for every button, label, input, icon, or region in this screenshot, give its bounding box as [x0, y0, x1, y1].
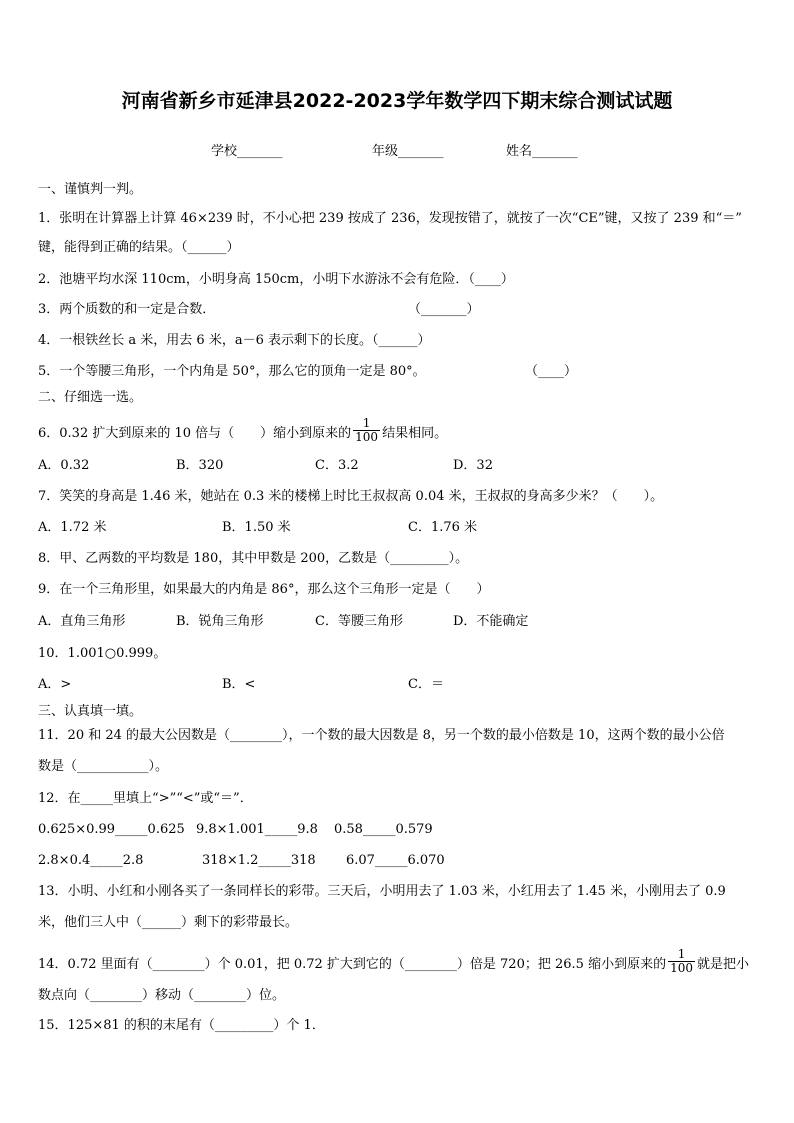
fraction-numerator: 1 — [353, 417, 380, 431]
fraction-one-hundredth — [668, 948, 695, 975]
q12-item-3: 0.58_____0.579 — [334, 822, 433, 837]
fraction-denominator: 100 — [670, 961, 693, 975]
q12-item-6: 6.07_____6.070 — [346, 853, 445, 868]
question-9: 9．在一个三角形里，如果最大的内角是 86°，那么这个三角形一定是（ ） — [38, 582, 490, 597]
q10-option-a: A．> — [38, 677, 72, 692]
school-field: 学校_______ — [211, 144, 283, 159]
q9-option-d: D．不能确定 — [453, 614, 529, 629]
fraction-one-hundredth — [353, 417, 380, 444]
section-heading-1: 一、谨慎判一判。 — [38, 182, 143, 197]
question-1-line-1: 1．张明在计算器上计算 46×239 时，不小心把 239 按成了 236，发现按错了，就按了一次“CE”键，又按了 239 和“＝” — [38, 211, 742, 226]
question-6-text-a: 6．0.32 扩大到原来的 10 倍与（ ）缩小到原来的 — [38, 426, 352, 441]
question-4: 4．一根铁丝长 a 米，用去 6 米，a－6 表示剩下的长度。（______） — [38, 333, 431, 348]
question-6 — [38, 416, 448, 447]
grade-field: 年级_______ — [372, 144, 444, 159]
question-10: 10．1.001○0.999。 — [38, 646, 167, 661]
question-3: 3．两个质数的和一定是合数． — [38, 302, 216, 317]
name-field: 姓名_______ — [506, 144, 578, 159]
question-14-text-b: 就是把小 — [696, 957, 749, 972]
fraction-denominator: 100 — [355, 430, 379, 444]
question-3-blank: （_______） — [408, 302, 480, 317]
page-title: 河南省新乡市延津县2022-2023学年数学四下期末综合测试试题 — [121, 90, 673, 112]
section-heading-2: 二、仔细选一选。 — [38, 390, 143, 405]
question-12: 12．在_____里填上“>”“<”或“＝”． — [38, 791, 253, 806]
q12-item-1: 0.625×0.99_____0.625 — [38, 822, 185, 837]
question-11-line-2: 数是（___________）。 — [38, 759, 169, 774]
q10-option-c: C．＝ — [408, 677, 444, 692]
q7-option-b: B．1.50 米 — [222, 520, 291, 535]
question-14-line-2: 数点向（________）移动（________）位。 — [38, 988, 286, 1003]
q12-item-4: 2.8×0.4_____2.8 — [38, 853, 144, 868]
q7-option-c: C．1.76 米 — [408, 520, 478, 535]
question-15: 15．125×81 的积的末尾有（_________）个 1． — [38, 1018, 325, 1033]
q9-option-c: C．等腰三角形 — [315, 614, 403, 629]
question-7: 7．笑笑的身高是 1.46 米，她站在 0.3 米的楼梯上时比王叔叔高 0.04 米，王叔叔的身高多少米？（ ）。 — [38, 489, 664, 504]
q6-option-d: D．32 — [453, 458, 493, 473]
q12-item-5: 318×1.2_____318 — [202, 853, 316, 868]
question-13-line-1: 13．小明、小红和小刚各买了一条同样长的彩带。三天后，小明用去了 1.03 米，小红用去了 1.45 米，小刚用去了 0.9 — [38, 884, 726, 899]
question-2: 2．池塘平均水深 110cm，小明身高 150cm，小明下水游泳不会有危险．（____） — [38, 272, 514, 287]
question-1-line-2: 键，能得到正确的结果。（______） — [38, 240, 240, 255]
section-heading-3: 三、认真填一填。 — [38, 704, 143, 719]
q12-item-2: 9.8×1.001_____9.8 — [196, 822, 318, 837]
q9-option-a: A．直角三角形 — [38, 614, 126, 629]
question-5-blank: （____） — [525, 364, 578, 379]
question-14-text-a: 14．0.72 里面有（________）个 0.01，把 0.72 扩大到它的（________）倍是 720；把 26.5 缩小到原来的 — [38, 957, 667, 972]
q10-option-b: B．< — [222, 677, 256, 692]
q6-option-c: C．3.2 — [315, 458, 359, 473]
question-8: 8．甲、乙两数的平均数是 180，其中甲数是 200，乙数是（_________）。 — [38, 551, 469, 566]
fraction-numerator: 1 — [668, 948, 695, 962]
q7-option-a: A．1.72 米 — [38, 520, 107, 535]
question-11-line-1: 11．20 和 24 的最大公因数是（________），一个数的最大因数是 8，另一个数的最小倍数是 10，这两个数的最小公倍 — [38, 728, 725, 743]
question-6-text-b: 结果相同。 — [382, 426, 448, 441]
question-14-line-1 — [38, 947, 749, 978]
q6-option-a: A．0.32 — [38, 458, 90, 473]
question-13-line-2: 米，他们三人中（______）剩下的彩带最长。 — [38, 915, 299, 930]
question-5: 5．一个等腰三角形，一个内角是 50°，那么它的顶角一定是 80°。 — [38, 364, 426, 379]
q9-option-b: B．锐角三角形 — [176, 614, 264, 629]
q6-option-b: B．320 — [176, 458, 224, 473]
